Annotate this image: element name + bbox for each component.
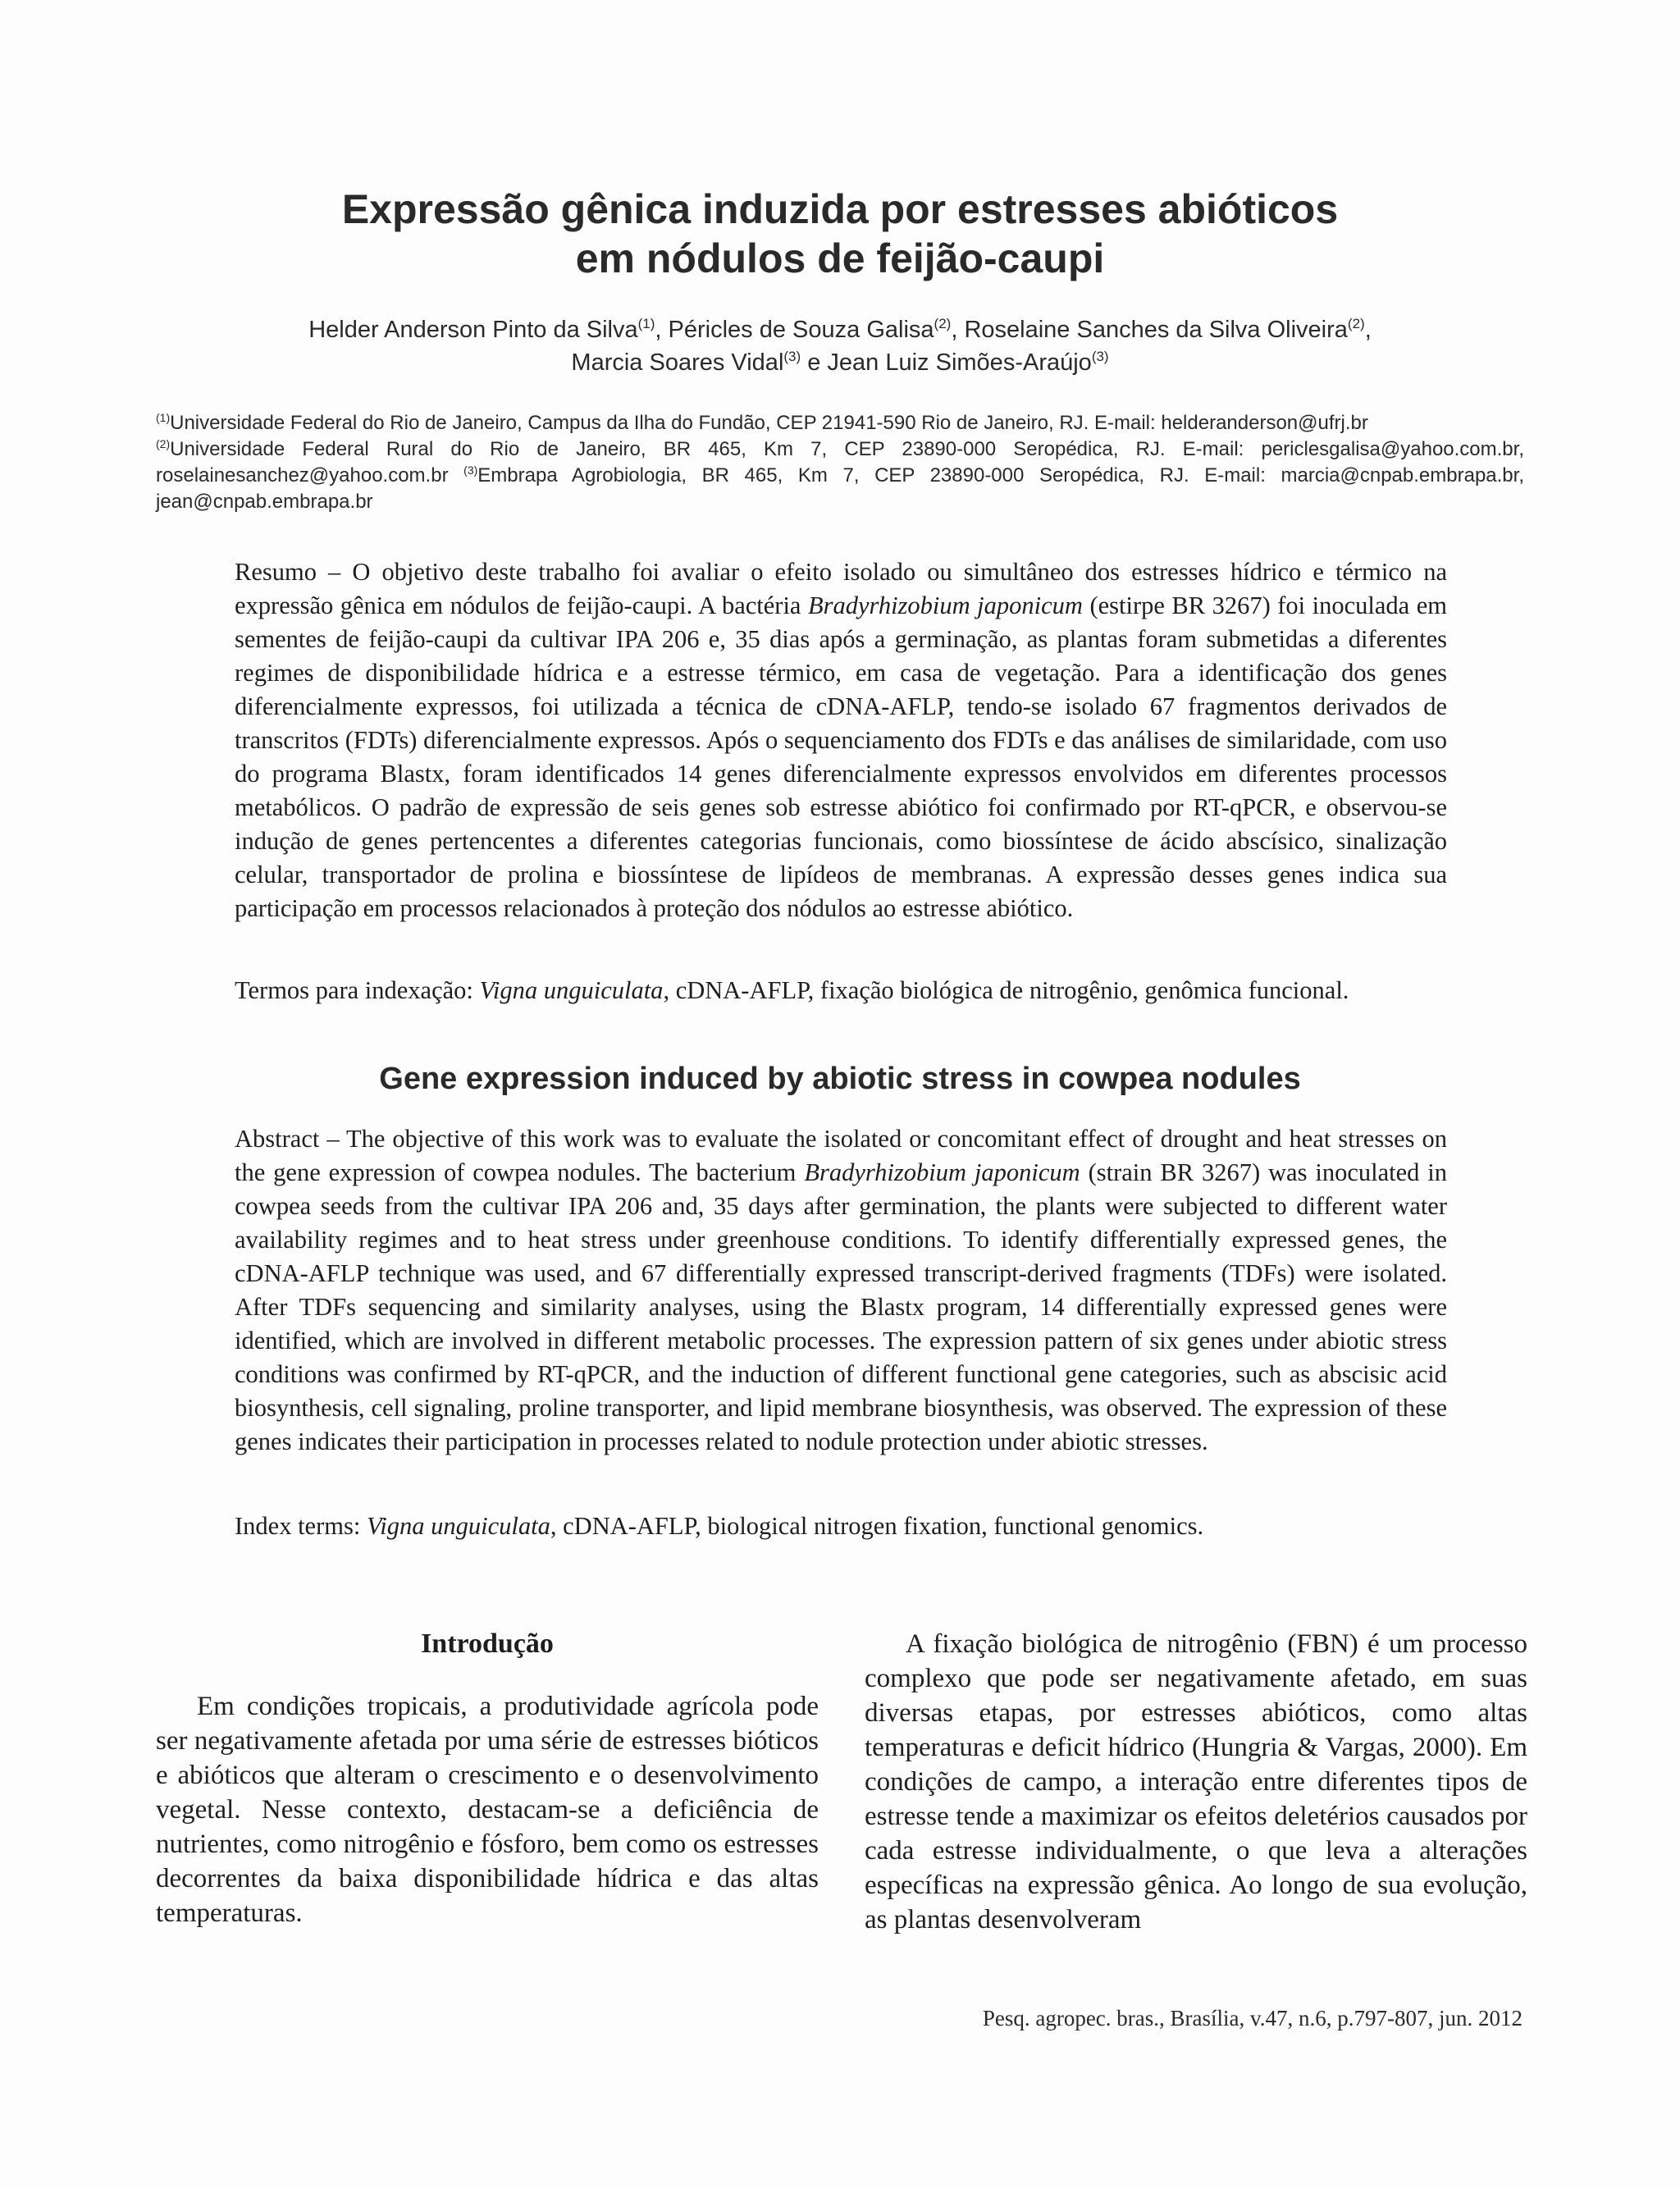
author-affiliation-mark: (3): [783, 349, 801, 364]
author-name: e Jean Luiz Simões-Araújo: [801, 349, 1092, 376]
species-name: Bradyrhizobium japonicum: [807, 592, 1083, 619]
abstract-paragraph: [235, 1122, 1447, 1459]
journal-footer: Pesq. agropec. bras., Brasília, v.47, n.6, p.797-807, jun. 2012: [982, 2006, 1522, 2030]
author-affiliation-mark: (2): [934, 316, 952, 331]
affiliations: [156, 410, 1524, 515]
index-terms-text: , cDNA-AFLP, biological nitrogen fixation, functional genomics.: [550, 1512, 1204, 1540]
species-name: Vigna unguiculata: [366, 1512, 550, 1540]
intro-left-column: [156, 1627, 819, 1930]
author-list: [123, 313, 1557, 379]
author-affiliation-mark: (3): [1091, 349, 1109, 364]
author-line-2: [123, 346, 1557, 379]
title-line-1: Expressão gênica induzida por estresses abióticos: [341, 186, 1339, 232]
author-line-1: [123, 313, 1557, 346]
title-line-2: em nódulos de feijão-caupi: [575, 235, 1105, 281]
intro-paragraph: A fixação biológica de nitrogênio (FBN) é um processo complexo que pode ser negativamente afetado, em suas diversas etapas, por estresses abióticos, como altas temperaturas e deficit hídrico (Hungria & Vargas, 2000). Em condições de campo, a interação entre diferentes tipos de estresse tende a maximizar os efeitos deletérios causados por cada estresse individualmente, o que leva a alterações específicas na expressão gênica. Ao longo de sua evolução, as plantas desenvolveram: [865, 1629, 1527, 1934]
author-name: , Péricles de Souza Galisa: [655, 317, 934, 343]
index-terms-paragraph: [235, 1510, 1447, 1543]
author-separator: ,: [1364, 317, 1372, 343]
affiliation-text: Embrapa Agrobiologia, BR 465, Km 7, CEP 23890-000 Seropédica, RJ. E-mail: marcia@cnpab.embrapa.br,: [477, 464, 1524, 486]
affiliation-line-1: [156, 410, 1524, 436]
author-name: Marcia Soares Vidal: [571, 349, 784, 376]
index-terms-block: [235, 1510, 1447, 1543]
index-terms-label: Index terms:: [235, 1512, 367, 1540]
resumo-paragraph: [235, 555, 1447, 925]
author-affiliation-mark: (2): [1347, 316, 1365, 331]
termos-paragraph: [235, 974, 1447, 1007]
intro-paragraph: Em condições tropicais, a produtividade agrícola pode ser negativamente afetada por uma série de estresses bióticos e abióticos que alteram o crescimento e o desenvolvimento vegetal. Nesse contexto, destacam-se a deficiência de nutrientes, como nitrogênio e fósforo, bem como os estresses decorrentes da baixa disponibilidade hídrica e das altas temperaturas.: [156, 1692, 819, 1928]
resumo-text: Resumo – O objetivo deste trabalho foi avaliar o efeito isolado ou simultâneo dos estresses hídrico e térmico na expressão gênica em nódulos de feijão-caupi. A bactéria: [235, 558, 1447, 619]
species-name: Bradyrhizobium japonicum: [804, 1158, 1080, 1186]
abstract-block: [235, 1122, 1447, 1459]
affiliation-mark: (3): [463, 464, 478, 477]
resumo-block: [235, 555, 1447, 925]
author-name: Helder Anderson Pinto da Silva: [308, 317, 638, 343]
affiliation-text: Universidade Federal do Rio de Janeiro, Campus da Ilha do Fundão, CEP 21941-590 Rio de Janeiro, RJ. E-mail: helderanderson@ufrj.br: [170, 412, 1368, 434]
affiliation-line-3: [156, 463, 1524, 489]
termos-block: [235, 974, 1447, 1007]
author-name: , Roselaine Sanches da Silva Oliveira: [951, 317, 1348, 343]
affiliation-line-4: [156, 489, 1524, 515]
affiliation-text: Universidade Federal Rural do Rio de Janeiro, BR 465, Km 7, CEP 23890-000 Seropédica, RJ. E-mail: periclesgalisa@yahoo.com.br,: [170, 438, 1524, 460]
affiliation-text: jean@cnpab.embrapa.br: [156, 491, 373, 513]
affiliation-mark: (2): [156, 437, 171, 450]
species-name: Vigna unguiculata: [479, 976, 664, 1004]
abstract-text: (strain BR 3267) was inoculated in cowpea seeds from the cultivar IPA 206 and, 35 days after germination, the plants were subjected to different water availability regimes and to heat stress under greenhouse conditions. To identify differentially expressed genes, the cDNA-AFLP technique was used, and 67 differentially expressed transcript-derived fragments (TDFs) were isolated. After TDFs sequencing and similarity analyses, using the Blastx program, 14 differentially expressed genes were identified, which are involved in different metabolic processes. The expression pattern of six genes under abiotic stress conditions was confirmed by RT-qPCR, and the induction of different functional gene categories, such as abscisic acid biosynthesis, cell signaling, proline transporter, and lipid membrane biosynthesis, was observed. The expression of these genes indicates their participation in processes related to nodule protection under abiotic stresses.: [235, 1158, 1447, 1455]
section-heading: Introdução: [421, 1628, 554, 1659]
affiliation-text: roselainesanchez@yahoo.com.br: [156, 464, 464, 486]
author-affiliation-mark: (1): [637, 316, 655, 331]
intro-right-column: [865, 1627, 1527, 1937]
affiliation-mark: (1): [156, 411, 171, 424]
article-title: [0, 185, 1680, 283]
abstract-text: Abstract – The objective of this work was to evaluate the isolated or concomitant effect of drought and heat stresses on the gene expression of cowpea nodules. The bacterium: [235, 1125, 1447, 1186]
affiliation-line-2: [156, 436, 1524, 463]
termos-text: , cDNA-AFLP, fixação biológica de nitrogênio, genômica funcional.: [663, 976, 1349, 1004]
resumo-text: (estirpe BR 3267) foi inoculada em sementes de feijão-caupi da cultivar IPA 206 e, 35 dias após a germinação, as plantas foram submetidas a diferentes regimes de disponibilidade hídrica e a estresse térmico, em casa de vegetação. Para a identificação dos genes diferencialmente expressos, foi utilizada a técnica de cDNA-AFLP, tendo-se isolado 67 fragmentos derivados de transcritos (FDTs) diferencialmente expressos. Após o sequenciamento dos FDTs e das análises de similaridade, com uso do programa Blastx, foram identificados 14 genes diferencialmente expressos envolvidos em diferentes processos metabólicos. O padrão de expressão de seis genes sob estresse abiótico foi confirmado por RT-qPCR, e observou-se indução de genes pertencentes a diferentes categorias funcionais, como biossíntese de ácido abscísico, sinalização celular, transportador de prolina e biossíntese de lipídeos de membranas. A expressão desses genes indica sua participação em processos relacionados à proteção dos nódulos ao estresse abiótico.: [235, 592, 1447, 922]
english-title: Gene expression induced by abiotic stress in cowpea nodules: [379, 1062, 1301, 1096]
termos-label: Termos para indexação:: [235, 976, 480, 1004]
